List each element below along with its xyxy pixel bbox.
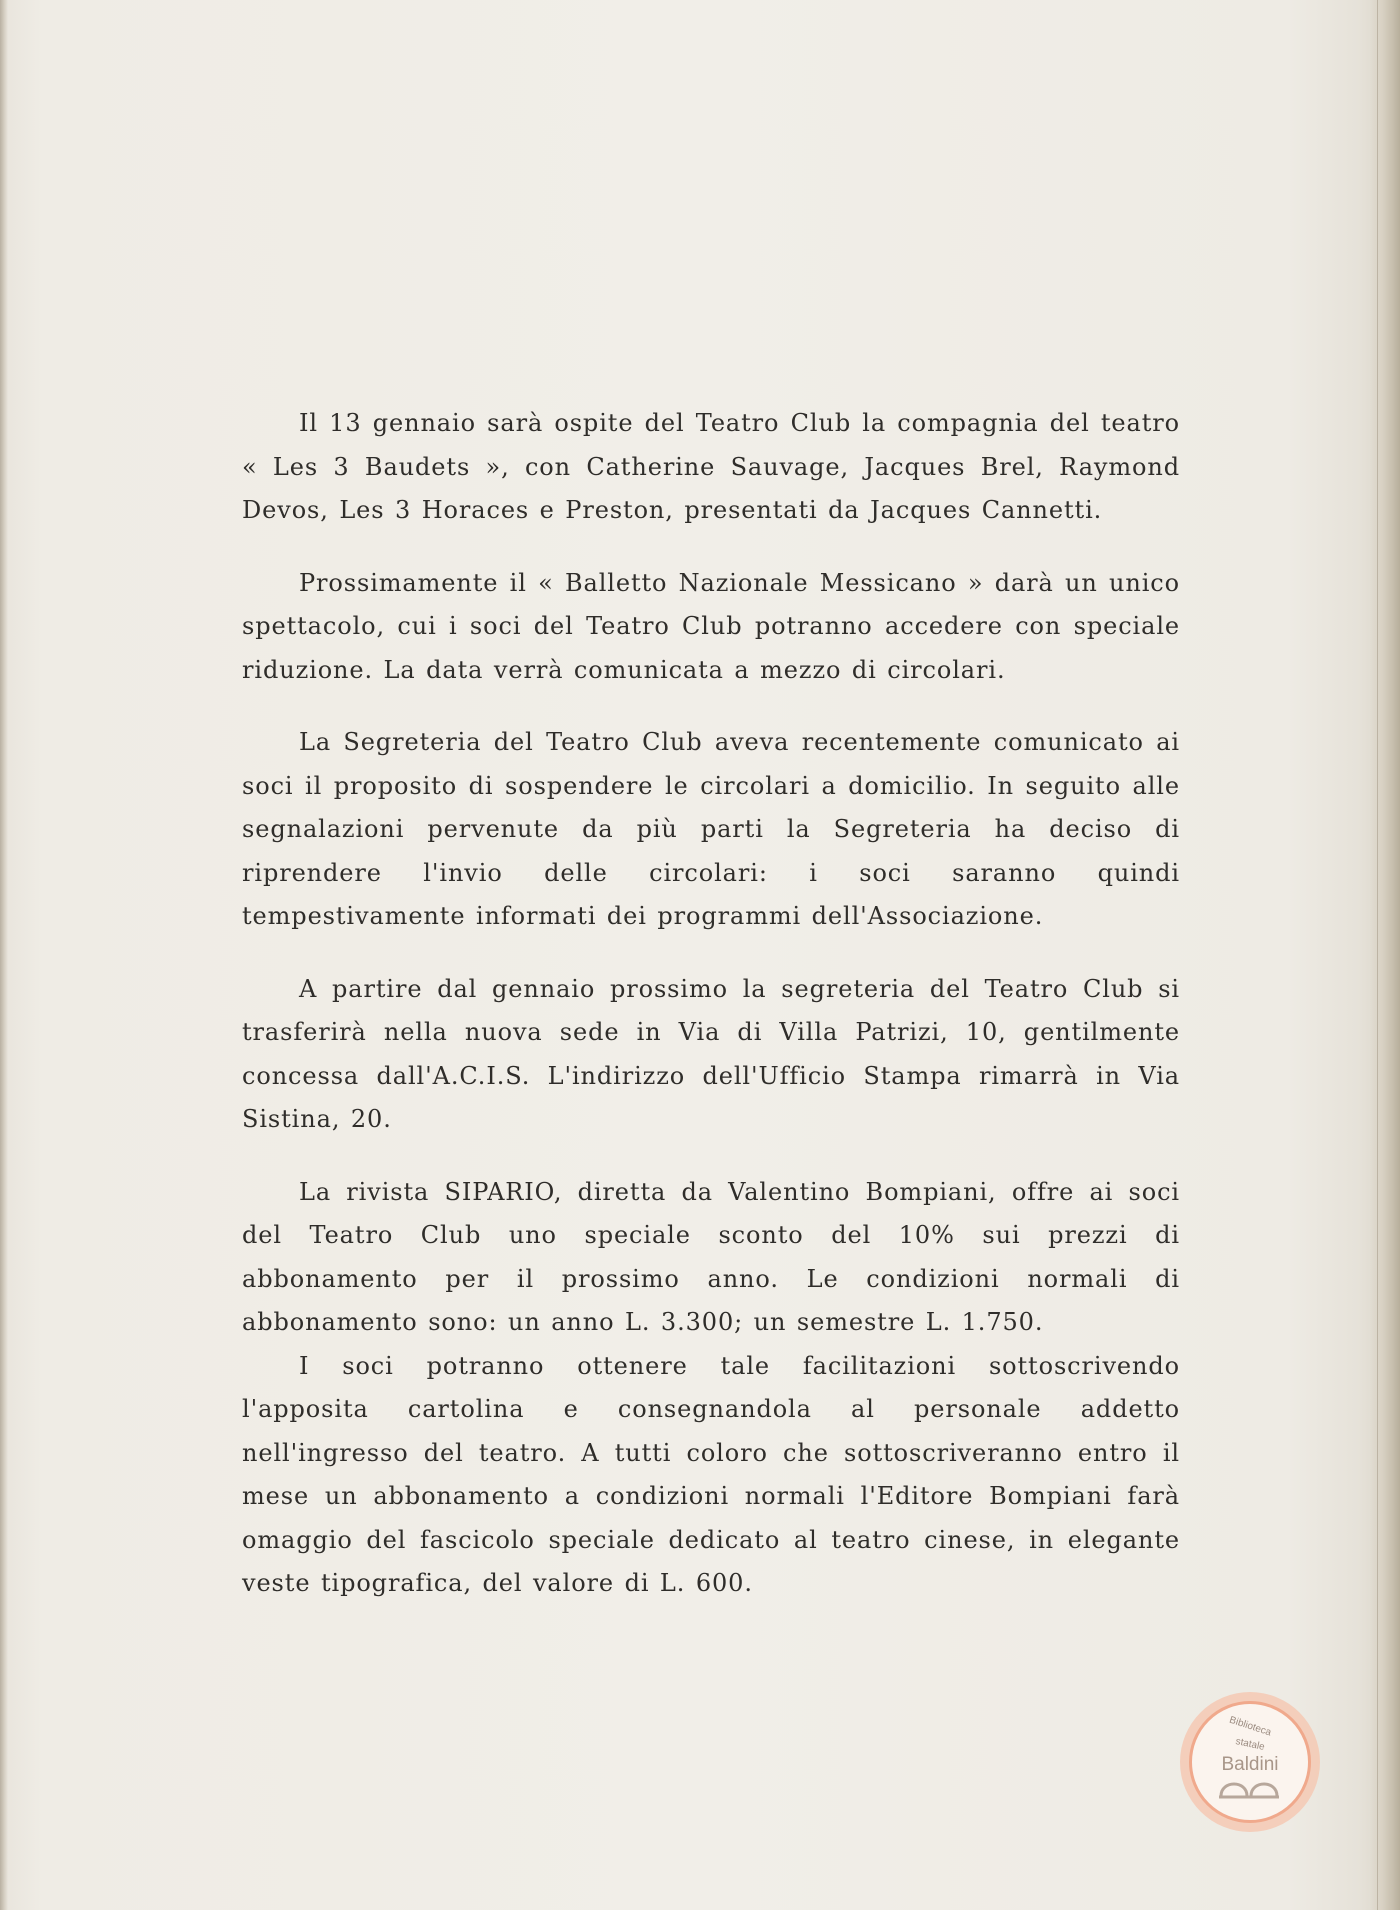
stamp-name-baldini: Baldini — [1221, 1754, 1279, 1775]
paragraph-les-3-baudets: Il 13 gennaio sarà ospite del Teatro Club la compagnia del teatro « Les 3 Baudets », con Catherine Sauvage, Jacques Brel, Raymond Devos, Les 3 Horaces e Preston, presentati da Jacques Cannetti. — [242, 409, 1180, 524]
paragraph-nuova-sede: A partire dal gennaio prossimo la segreteria del Teatro Club si trasferirà nella nuova sede in Via di Villa Patrizi, 10, gentilmente concessa dall'A.C.I.S. L'indirizzo dell'Ufficio Stampa rimarrà in Via Sistina, 20. — [242, 974, 1180, 1133]
paragraph-balletto-messicano: Prossimamente il « Balletto Nazionale Messicano » darà un unico spettacolo, cui i soci del Teatro Club potranno accedere con speciale riduzione. La data verrà comunicata a mezzo di circolari. — [242, 568, 1180, 684]
body-text — [242, 402, 1180, 1635]
page-left-edge — [0, 0, 8, 1910]
page-right-edge — [1370, 0, 1400, 1910]
page-fold-line — [1377, 0, 1378, 1910]
paragraph-sipario-offerta: La rivista SIPARIO, diretta da Valentino Bompiani, offre ai soci del Teatro Club uno speciale sconto del 10% sui prezzi di abbonamento per il prossimo anno. Le condizioni normali di abbonamento sono: un anno L. 3.300; un semestre L. 1.750. — [242, 1177, 1180, 1336]
book-logo-icon — [1217, 1772, 1281, 1800]
paragraph-circolari: La Segreteria del Teatro Club aveva recentemente comunicato ai soci il proposito di sospendere le circolari a domicilio. In seguito alle segnalazioni pervenute da più parti la Segreteria ha deciso di riprendere l'invio delle circolari: i soci saranno quindi tempestivamente informati dei programmi dell'Associazione. — [242, 728, 1180, 930]
paragraph-sottoscrizione: I soci potranno ottenere tale facilitazioni sottoscrivendo l'apposita cartolina e consegnandola al personale addetto nell'ingresso del teatro. A tutti coloro che sottoscriveranno entro il mese un abbonamento a condizioni normali l'Editore Bompiani farà omaggio del fascicolo speciale dedicato al teatro cinese, in elegante veste tipografica, del valore di L. 600. — [242, 1351, 1180, 1597]
stamp-line-biblioteca: Biblioteca — [1227, 1714, 1273, 1739]
stamp-line-statale: statale — [1234, 1736, 1266, 1753]
